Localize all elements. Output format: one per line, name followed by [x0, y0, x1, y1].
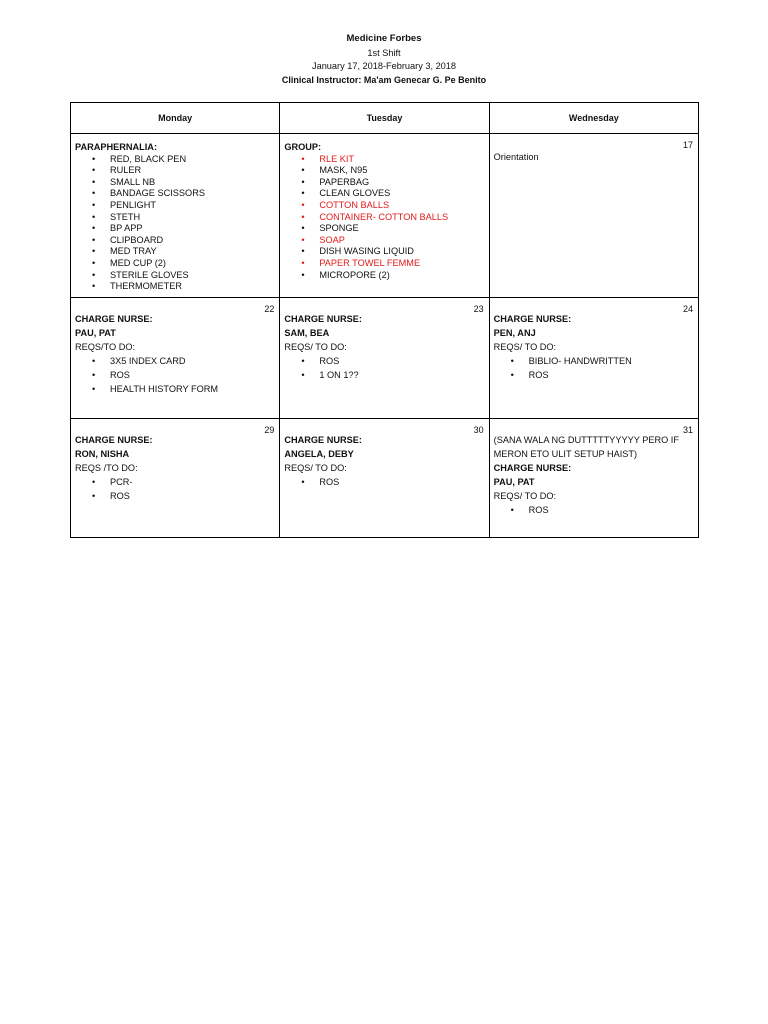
list-item: • RLE KIT — [284, 154, 484, 166]
charge-nurse-names: RON, NISHA — [75, 449, 130, 459]
list-item: • CONTAINER- COTTON BALLS — [284, 212, 484, 224]
cell-day-29 — [71, 419, 280, 538]
group-list — [284, 154, 484, 282]
list-item: • SMALL NB — [75, 177, 275, 189]
day-number: 30 — [473, 425, 484, 435]
list-item: • MED CUP (2) — [75, 258, 275, 270]
cell-day-31 — [489, 419, 698, 538]
reqs-label: REQS/ TO DO: — [493, 491, 557, 501]
note-line-1: (SANA WALA NG DUTTTTTYYYYY PERO IF — [493, 435, 679, 445]
table-row — [71, 134, 699, 298]
cell-group — [280, 134, 489, 298]
reqs-list — [284, 354, 484, 382]
reqs-list — [494, 354, 694, 382]
cell-day-30 — [280, 419, 489, 538]
list-item: • PENLIGHT — [75, 200, 275, 212]
list-item: • DISH WASING LIQUID — [284, 246, 484, 258]
reqs-label: REQS/ TO DO: — [493, 342, 557, 352]
list-item: • STERILE GLOVES — [75, 270, 275, 282]
day-number: 23 — [473, 304, 484, 314]
list-item: • PAPERBAG — [284, 177, 484, 189]
charge-nurse-label: CHARGE NURSE: — [493, 463, 572, 473]
list-item: • ROS — [75, 489, 275, 503]
list-item: • MASK, N95 — [284, 165, 484, 177]
reqs-list — [75, 475, 275, 503]
cell-paraphernalia — [71, 134, 280, 298]
list-item: • 3X5 INDEX CARD — [75, 354, 275, 368]
list-item: • COTTON BALLS — [284, 200, 484, 212]
note-line-2: MERON ETO ULIT SETUP HAIST) — [493, 449, 638, 459]
day-number: 17 — [682, 140, 693, 150]
charge-nurse-label: CHARGE NURSE: — [284, 314, 362, 324]
paraphernalia-heading: PARAPHERNALIA: — [75, 142, 158, 152]
charge-nurse-label: CHARGE NURSE: — [284, 435, 362, 445]
day-number: 31 — [682, 425, 693, 435]
charge-nurse-names: PAU, PAT — [75, 328, 116, 338]
list-item: • ROS — [284, 354, 484, 368]
reqs-label: REQS/ TO DO: — [284, 342, 347, 352]
cell-day-23 — [280, 298, 489, 419]
reqs-label: REQS/ TO DO: — [284, 463, 347, 473]
list-item: • PAPER TOWEL FEMME — [284, 258, 484, 270]
list-item: • BIBLIO- HANDWRITTEN — [494, 354, 694, 368]
table-row — [71, 419, 699, 538]
list-item: • SOAP — [284, 235, 484, 247]
list-item: • BP APP — [75, 223, 275, 235]
list-item: • 1 ON 1?? — [284, 368, 484, 382]
charge-nurse-label: CHARGE NURSE: — [75, 314, 153, 324]
charge-nurse-label: CHARGE NURSE: — [75, 435, 153, 445]
column-header-monday: Monday — [71, 103, 280, 134]
charge-nurse-label: CHARGE NURSE: — [493, 314, 572, 324]
reqs-label: REQS /TO DO: — [75, 463, 138, 473]
list-item: • MED TRAY — [75, 246, 275, 258]
list-item: • ROS — [494, 503, 694, 517]
paraphernalia-list — [75, 154, 275, 293]
list-item: • STETH — [75, 212, 275, 224]
shift-label: 1st Shift — [367, 48, 401, 58]
list-item: • BANDAGE SCISSORS — [75, 188, 275, 200]
cell-day-24 — [489, 298, 698, 419]
date-range: January 17, 2018-February 3, 2018 — [311, 61, 457, 71]
list-item: • THERMOMETER — [75, 281, 275, 293]
charge-nurse-names: SAM, BEA — [284, 328, 330, 338]
day-number: 29 — [264, 425, 275, 435]
reqs-list — [75, 354, 275, 396]
list-item: • CLIPBOARD — [75, 235, 275, 247]
list-item: • SPONGE — [284, 223, 484, 235]
charge-nurse-names: PAU, PAT — [493, 477, 535, 487]
list-item: • CLEAN GLOVES — [284, 188, 484, 200]
clinical-instructor: Clinical Instructor: Ma'am Genecar G. Pe Benito — [281, 75, 487, 85]
day-number: 24 — [682, 304, 693, 314]
document-title: Medicine Forbes — [346, 33, 422, 44]
list-item: • MICROPORE (2) — [284, 270, 484, 282]
charge-nurse-names: ANGELA, DEBY — [284, 449, 354, 459]
group-heading: GROUP: — [284, 142, 322, 152]
schedule-table — [70, 102, 699, 538]
reqs-label: REQS/TO DO: — [75, 342, 136, 352]
table-header-row — [71, 103, 699, 134]
list-item: • HEALTH HISTORY FORM — [75, 382, 275, 396]
reqs-list — [494, 503, 694, 517]
table-row — [71, 298, 699, 419]
list-item: • ROS — [284, 475, 484, 489]
list-item: • RULER — [75, 165, 275, 177]
column-header-tuesday: Tuesday — [280, 103, 489, 134]
day-number: 22 — [264, 304, 275, 314]
list-item: • RED, BLACK PEN — [75, 154, 275, 166]
reqs-list — [284, 475, 484, 489]
orientation-text: Orientation — [493, 152, 539, 162]
cell-day-17 — [489, 134, 698, 298]
list-item: • PCR- — [75, 475, 275, 489]
charge-nurse-names: PEN, ANJ — [493, 328, 536, 338]
list-item: • ROS — [494, 368, 694, 382]
cell-day-22 — [71, 298, 280, 419]
list-item: • ROS — [75, 368, 275, 382]
column-header-wednesday: Wednesday — [489, 103, 698, 134]
